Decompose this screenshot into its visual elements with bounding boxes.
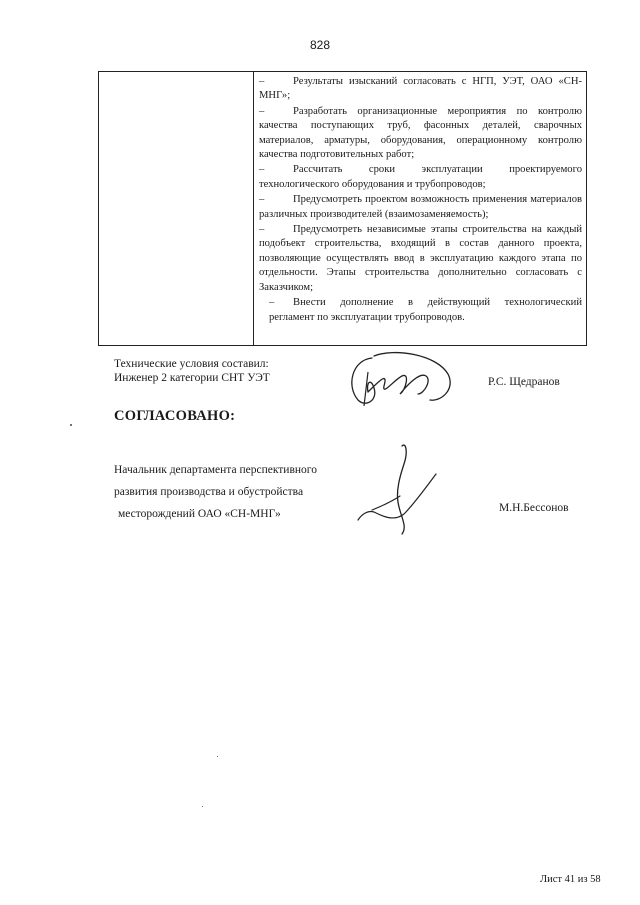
requirements-table	[98, 71, 587, 346]
requirement-text: Результаты изысканий согласовать с НГП, УЭТ, ОАО «СН-МНГ»;	[259, 76, 582, 102]
dash-marker: –	[259, 224, 265, 236]
requirement-text: Внести дополнение в действующий технологический регламент по эксплуатации трубопроводов.	[269, 297, 582, 323]
requirement-text: Рассчитать сроки эксплуатации проектируемого технологического оборудования и трубопроводов;	[259, 164, 582, 190]
approver-name: М.Н.Бессонов	[499, 502, 569, 514]
sheet-counter: Лист 41 из 58	[540, 874, 601, 885]
requirement-text: Разработать организационные мероприятия по контролю качества поступающих труб, фасонных деталей, сварочных материалов, арматуры, оборудования, операционному контролю качества подготовительных работ;	[259, 105, 582, 161]
requirement-item	[259, 296, 582, 325]
compiled-by-title: Технические условия составил:	[114, 358, 269, 370]
agreed-heading: СОГЛАСОВАНО:	[114, 408, 236, 424]
scan-speck	[70, 424, 72, 426]
dash-marker: –	[269, 297, 275, 309]
page-number: 828	[309, 38, 331, 52]
table-right-column	[259, 75, 582, 326]
dash-marker: –	[259, 194, 265, 206]
dash-marker: –	[259, 105, 265, 117]
requirement-text: Предусмотреть проектом возможность применения материалов различных производителей (взаимозаменяемость);	[259, 194, 582, 220]
approver-block	[114, 459, 317, 525]
compiled-by-position: Инженер 2 категории СНТ УЭТ	[114, 371, 270, 384]
requirement-item	[259, 163, 582, 192]
requirement-item	[259, 193, 582, 222]
approver-position-line-1: Начальник департамента перспективного	[114, 464, 317, 476]
scan-speck	[217, 756, 218, 757]
compiled-by-block	[114, 358, 270, 385]
signer-name: Р.С. Щедранов	[488, 376, 560, 388]
requirement-text: Предусмотреть независимые этапы строительства на каждый подобъект строительства, входящий в состав данного проекта, позволяющие осуществлять ввод в эксплуатацию каждого этапа по отдельности. Этапы строительства дополнительно согласовать с Заказчиком;	[259, 224, 582, 293]
signature-shchedranov	[344, 350, 454, 412]
approver-position-line-2: развития производства и обустройства	[114, 486, 304, 498]
approver-position-line-3: месторождений ОАО «СН-МНГ»	[118, 508, 281, 520]
scan-speck	[202, 806, 203, 807]
dash-marker: –	[259, 164, 265, 176]
signature-bessonov	[352, 440, 452, 540]
table-left-column	[99, 72, 254, 345]
requirement-item	[259, 75, 582, 104]
dash-marker: –	[259, 76, 265, 87]
requirement-item	[259, 105, 582, 163]
requirement-item	[259, 223, 582, 295]
